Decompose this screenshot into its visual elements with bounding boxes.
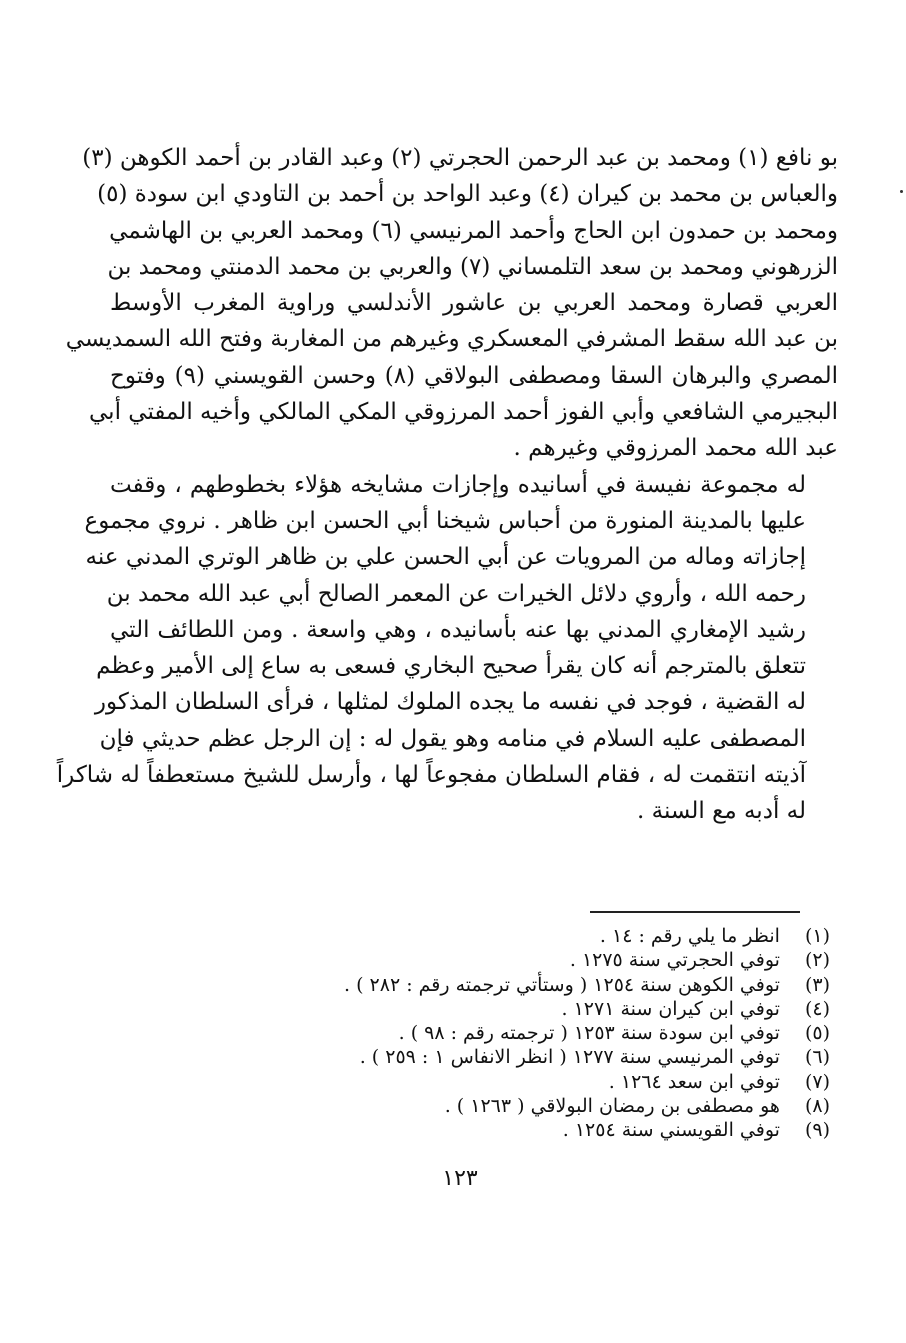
footnote bbox=[200, 1021, 830, 1045]
text-line: تتعلق بالمترجم أنه كان يقرأ صحيح البخاري فسعى به ساع إلى الأمير وعظم bbox=[96, 653, 806, 680]
footnote bbox=[200, 948, 830, 972]
footnote-number: (٦) bbox=[804, 1046, 830, 1069]
footnote-text: توفي القويسني سنة ١٢٥٤ . bbox=[562, 1119, 780, 1142]
footnote-text: انظر ما يلي رقم : ١٤ . bbox=[599, 925, 780, 947]
text-line: عبد الله محمد المرزوقي وغيرهم . bbox=[513, 435, 838, 462]
footnote-number: (٩) bbox=[804, 1119, 830, 1142]
footnote-text: توفي ابن كيران سنة ١٢٧١ . bbox=[561, 997, 780, 1020]
footnotes bbox=[200, 924, 830, 1143]
text-line: عليها بالمدينة المنورة من أحباس شيخنا أبي الحسن ابن ظاهر . نروي مجموع bbox=[84, 507, 806, 534]
page-number: ١٢٣ bbox=[442, 1166, 478, 1191]
footnote-number: (٣) bbox=[804, 973, 830, 996]
footnote-text: توفي ابن سعد ١٢٦٤ . bbox=[608, 1070, 780, 1093]
footnote bbox=[200, 1045, 830, 1069]
footnote bbox=[200, 997, 830, 1021]
text-line: والعباس بن محمد بن كيران (٤) وعبد الواحد بن أحمد بن التاودي ابن سودة (٥) bbox=[97, 181, 838, 208]
footnote-text: توفي ابن سودة سنة ١٢٥٣ ( ترجمته رقم : ٩٨ ) . bbox=[398, 1022, 780, 1045]
margin-dot bbox=[900, 190, 903, 193]
footnote-number: (٨) bbox=[804, 1095, 830, 1118]
text-line: المصري والبرهان السقا ومصطفى البولاقي (٨) وحسن القويسني (٩) وفتوح bbox=[110, 362, 838, 389]
text-line: له مجموعة نفيسة في أسانيده وإجازات مشايخه هؤلاء بخطوطهم ، وقفت bbox=[110, 471, 806, 498]
footnote bbox=[200, 924, 830, 948]
footnote bbox=[200, 973, 830, 997]
paragraph-1 bbox=[65, 140, 838, 467]
footnote bbox=[200, 1118, 830, 1142]
text-line: له أدبه مع السنة . bbox=[636, 798, 806, 825]
body-text bbox=[56, 140, 838, 830]
footnote-text: توفي الحجرتي سنة ١٢٧٥ . bbox=[569, 949, 780, 972]
footnote bbox=[200, 1094, 830, 1118]
footnote-number: (٧) bbox=[804, 1070, 830, 1093]
text-line: له القضية ، فوجد في نفسه ما يجده الملوك لمثلها ، فرأى السلطان المذكور bbox=[94, 689, 806, 716]
paragraph-2 bbox=[56, 467, 838, 830]
footnote-number: (٥) bbox=[804, 1022, 830, 1045]
footnote-divider bbox=[590, 911, 800, 913]
text-line: رشيد الإمغاري المدني بها عنه بأسانيده ، وهي واسعة . ومن اللطائف التي bbox=[110, 616, 806, 643]
footnote-number: (٢) bbox=[804, 949, 830, 972]
text-line: العربي قصارة ومحمد العربي بن عاشور الأندلسي وراوية المغرب الأوسط bbox=[110, 290, 838, 317]
text-line: ومحمد بن حمدون ابن الحاج وأحمد المرنيسي (٦) ومحمد العربي بن الهاشمي bbox=[109, 217, 838, 244]
footnote-text: توفي المرنيسي سنة ١٢٧٧ ( انظر الانفاس ١ : ٢٥٩ ) . bbox=[359, 1046, 780, 1069]
text-line: رحمه الله ، وأروي دلائل الخيرات عن المعمر الصالح أبي عبد الله محمد بن bbox=[106, 580, 806, 607]
footnote bbox=[200, 1070, 830, 1094]
text-line: الزرهوني ومحمد بن سعد التلمساني (٧) والعربي بن محمد الدمنتي ومحمد بن bbox=[107, 253, 838, 280]
footnote-text: هو مصطفى بن رمضان البولاقي ( ١٢٦٣ ) . bbox=[444, 1095, 780, 1118]
text-line: إجازاته وماله من المرويات عن أبي الحسن علي بن ظاهر الوتري المدني عنه bbox=[85, 544, 806, 571]
footnote-number: (٤) bbox=[804, 997, 830, 1020]
text-line: المصطفى عليه السلام في منامه وهو يقول له : إن الرجل عظم حديثي فإن bbox=[99, 725, 806, 752]
footnote-number: (١) bbox=[804, 925, 830, 947]
footnote-text: توفي الكوهن سنة ١٢٥٤ ( وستأتي ترجمته رقم : ٢٨٢ ) . bbox=[344, 973, 780, 996]
text-line: بن عبد الله سقط المشرفي المعسكري وغيرهم من المغاربة وفتح الله السمديسي bbox=[65, 326, 838, 353]
text-line: بو نافع (١) ومحمد بن عبد الرحمن الحجرتي (٢) وعبد القادر بن أحمد الكوهن (٣) bbox=[82, 145, 838, 171]
text-line: البجيرمي الشافعي وأبي الفوز أحمد المرزوقي المكي المالكي وأخيه المفتي أبي bbox=[89, 399, 838, 426]
text-line: آذيته انتقمت له ، فقام السلطان مفجوعاً لها ، وأرسل للشيخ مستعطفاً له شاكراً bbox=[56, 762, 806, 789]
